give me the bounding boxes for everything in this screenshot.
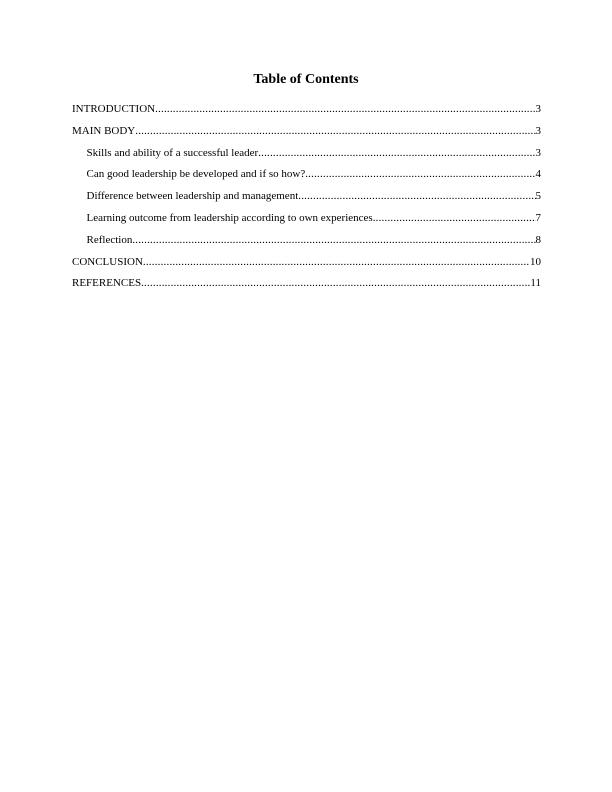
toc-entry-reflection[interactable] <box>72 233 541 255</box>
toc-entry-page: 11 <box>530 277 541 290</box>
toc-entry-page: 4 <box>535 168 541 181</box>
toc-dot-leader <box>141 276 530 290</box>
toc-entry-label: Difference between leadership and management <box>86 190 299 203</box>
toc-dot-leader <box>155 102 535 116</box>
toc-entry-page: 7 <box>535 211 541 224</box>
toc-title: Table of Contents <box>253 72 359 87</box>
toc-entry-label: MAIN BODY <box>72 124 136 137</box>
toc-entry-page: 10 <box>530 255 541 268</box>
toc-entry-main-body[interactable] <box>72 124 541 146</box>
toc-dot-leader <box>135 124 535 138</box>
toc-dot-leader <box>298 189 535 203</box>
toc-entry-label: INTRODUCTION <box>72 103 156 115</box>
toc-entry-page: 3 <box>535 146 541 159</box>
toc-dot-leader <box>305 167 535 181</box>
toc-entry-page: 8 <box>535 233 541 246</box>
toc-dot-leader <box>143 255 530 269</box>
toc-entry-references[interactable] <box>72 276 541 298</box>
toc-entry-learning-outcome[interactable] <box>72 211 541 233</box>
toc-entry-conclusion[interactable] <box>72 255 541 277</box>
toc-entry-label: Can good leadership be developed and if so how? <box>86 168 306 181</box>
toc-entry-label: REFERENCES <box>72 277 142 290</box>
toc-dot-leader <box>258 146 535 160</box>
toc-dot-leader <box>373 211 536 225</box>
toc-entry-skills[interactable] <box>72 146 541 168</box>
toc-entry-label: CONCLUSION <box>72 255 143 268</box>
toc-entry-introduction[interactable] <box>72 102 541 124</box>
toc-entry-page: 3 <box>535 124 541 137</box>
toc-entry-page: 3 <box>535 103 541 115</box>
toc-dot-leader <box>132 233 535 247</box>
toc-entry-label: Learning outcome from leadership according to own experiences <box>86 211 373 224</box>
toc-entry-difference[interactable] <box>72 189 541 211</box>
table-of-contents <box>72 102 541 298</box>
toc-entry-label: Reflection <box>86 233 133 246</box>
toc-entry-developed[interactable] <box>72 167 541 189</box>
toc-entry-page: 5 <box>535 190 541 203</box>
toc-entry-label: Skills and ability of a successful leader <box>86 146 259 159</box>
